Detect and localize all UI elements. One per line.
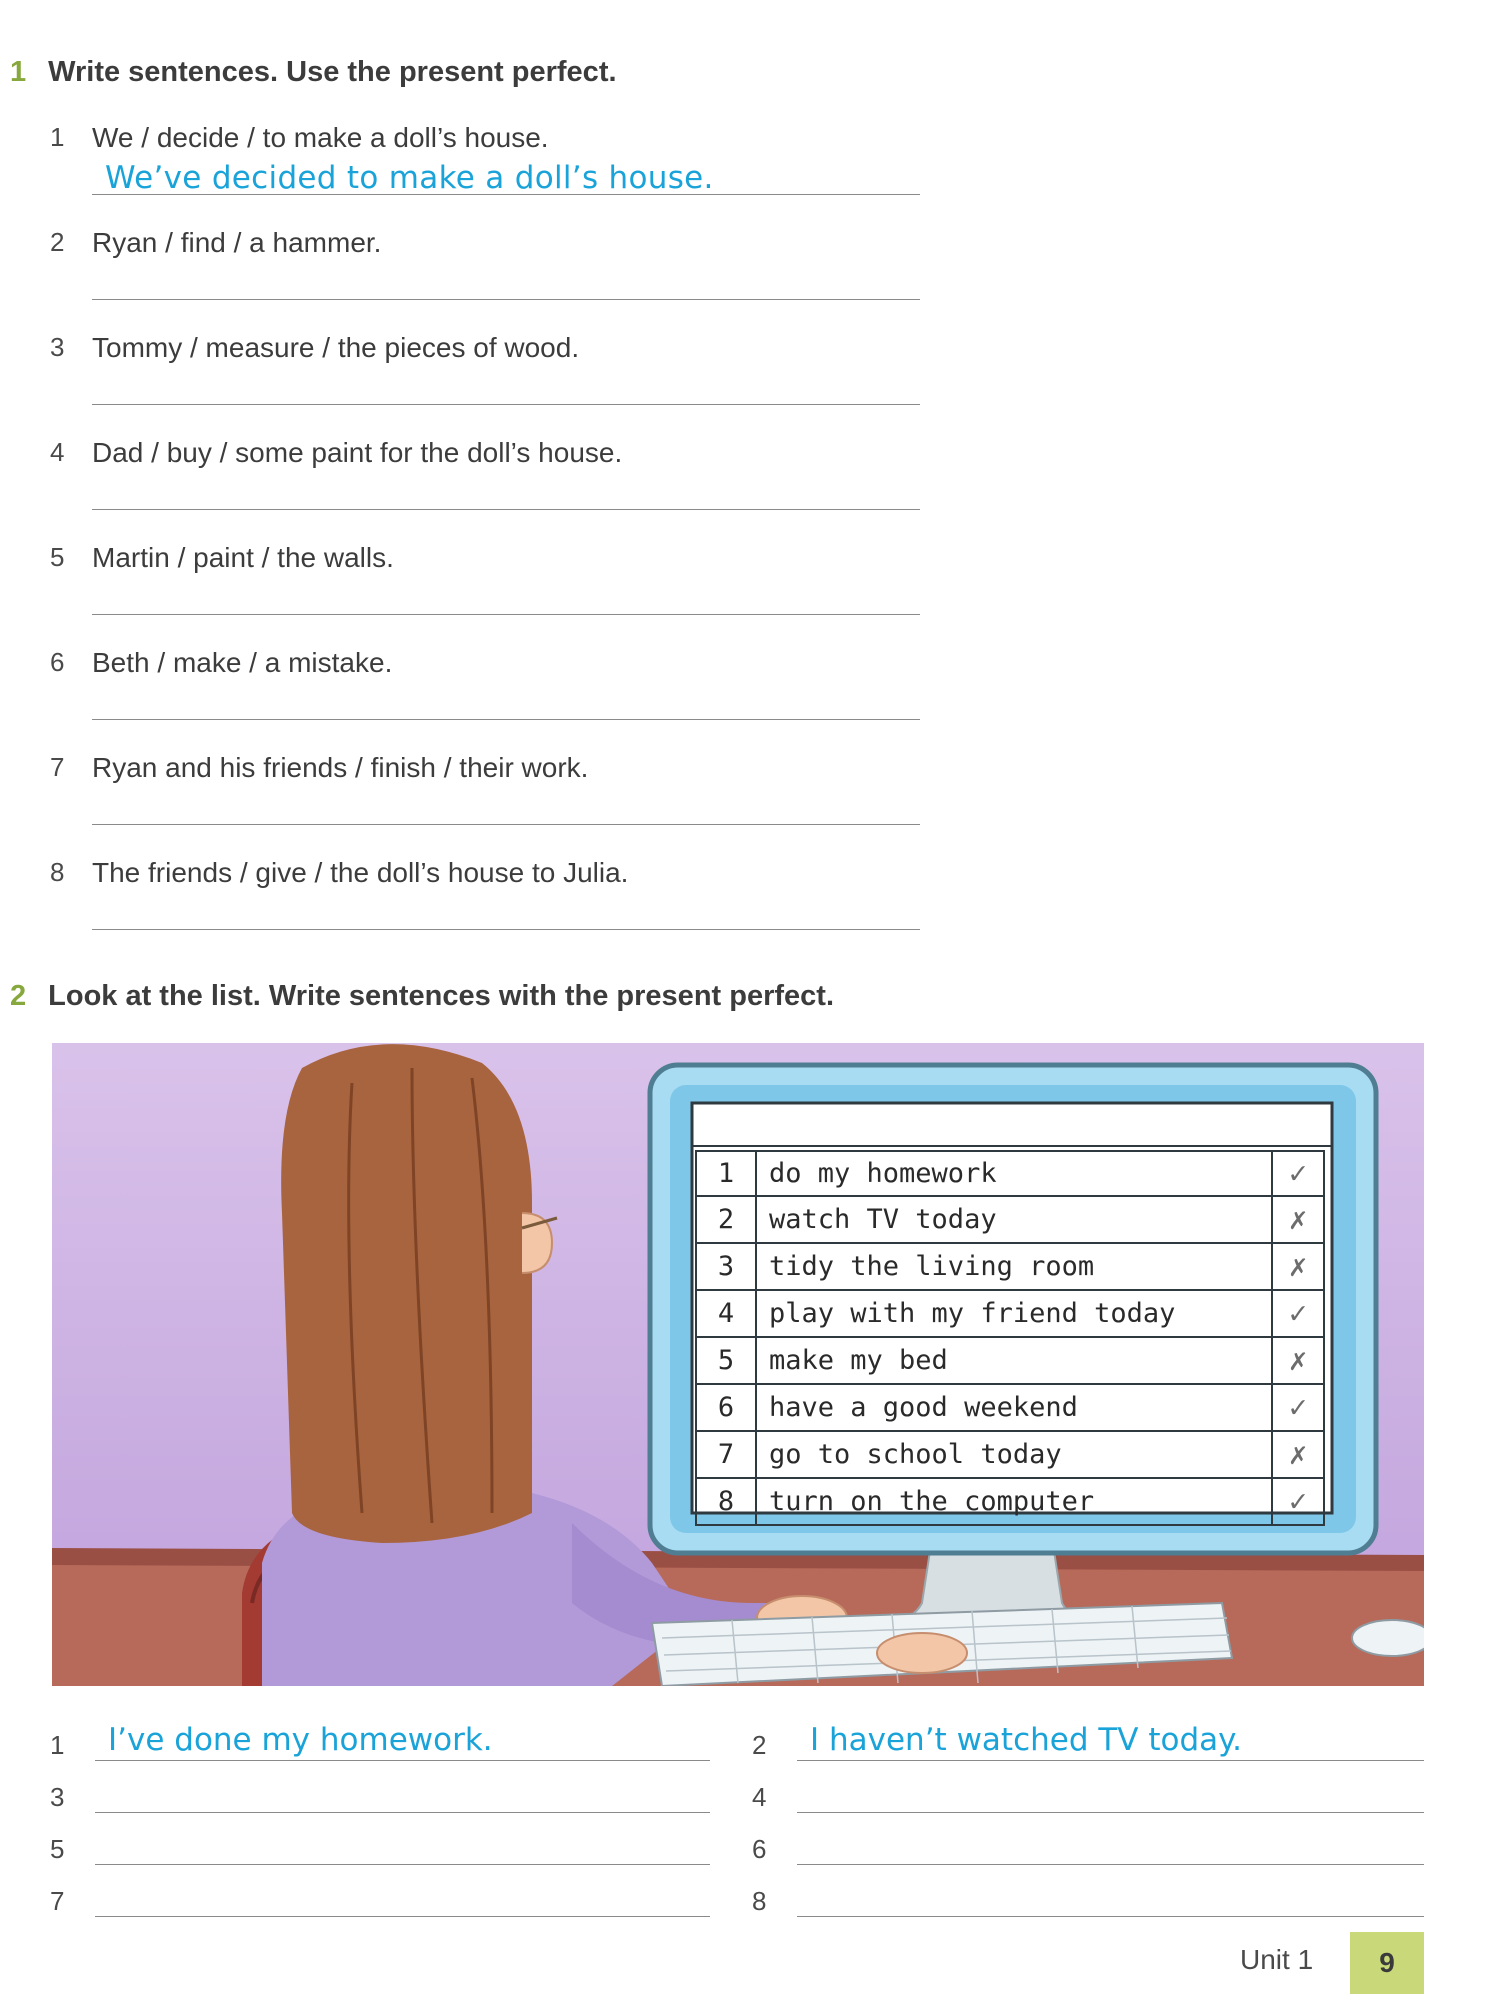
item-number: 4: [50, 437, 65, 467]
exercise-instructions: Look at the list. Write sentences with the present perfect.: [48, 980, 835, 1012]
answer-line[interactable]: [797, 1760, 1424, 1761]
item-number: 3: [50, 332, 65, 362]
answer-line[interactable]: [797, 1916, 1424, 1917]
checklist-number: 3: [697, 1244, 757, 1289]
answer-line[interactable]: [95, 1916, 710, 1917]
cross-mark-icon: ✗: [1271, 1244, 1323, 1289]
item-prompt: Beth / make / a mistake.: [92, 647, 393, 678]
checklist-row: [695, 1244, 1325, 1291]
checklist-task: have a good weekend: [769, 1392, 1078, 1423]
answer-line[interactable]: [797, 1864, 1424, 1865]
cross-mark-icon: ✗: [1271, 1338, 1323, 1383]
checklist-row: [695, 1338, 1325, 1385]
exercise-number: 2: [10, 980, 27, 1012]
answer-line[interactable]: [92, 404, 920, 405]
checklist-row: [695, 1150, 1325, 1197]
mouse: [1352, 1620, 1424, 1656]
item-prompt: We / decide / to make a doll’s house.: [92, 122, 549, 153]
exercise-2-answer: [50, 1872, 710, 1922]
answer-number: 2: [752, 1730, 767, 1760]
answer-line[interactable]: [92, 509, 920, 510]
check-mark-icon: ✓: [1271, 1385, 1323, 1430]
cross-mark-icon: ✗: [1271, 1432, 1323, 1477]
answer-line[interactable]: [797, 1812, 1424, 1813]
item-prompt: Ryan / find / a hammer.: [92, 227, 382, 258]
exercise-2-answer: [50, 1716, 710, 1766]
answer-line[interactable]: [92, 194, 920, 195]
exercise-2-heading: [10, 980, 834, 1013]
checklist-task: do my homework: [769, 1158, 997, 1189]
answer-line[interactable]: [92, 929, 920, 930]
checklist-number: 5: [697, 1338, 757, 1383]
answer-line[interactable]: [95, 1812, 710, 1813]
exercise-1-item: [50, 437, 920, 537]
answer-number: 5: [50, 1834, 65, 1864]
exercise-2-answer: [752, 1820, 1424, 1870]
exercise-2-answer: [50, 1820, 710, 1870]
exercise-2-answer: [752, 1768, 1424, 1818]
checklist-task: tidy the living room: [769, 1251, 1095, 1282]
checklist-task: make my bed: [769, 1345, 948, 1376]
item-prompt: The friends / give / the doll’s house to Julia.: [92, 857, 629, 888]
answer-number: 4: [752, 1782, 767, 1812]
checklist-number: 6: [697, 1385, 757, 1430]
checklist-row: [695, 1385, 1325, 1432]
checklist-row: [695, 1197, 1325, 1244]
item-number: 2: [50, 227, 65, 257]
answer-line[interactable]: [92, 824, 920, 825]
checklist-task: play with my friend today: [769, 1298, 1176, 1329]
item-prompt: Martin / paint / the walls.: [92, 542, 394, 573]
cross-mark-icon: ✗: [1271, 1197, 1323, 1242]
answer-line[interactable]: [95, 1864, 710, 1865]
checklist-number: 2: [697, 1197, 757, 1242]
girl-hair: [281, 1044, 532, 1543]
checklist-number: 8: [697, 1479, 757, 1524]
answer-number: 7: [50, 1886, 65, 1916]
unit-label: Unit 1: [1240, 1944, 1314, 1975]
exercise-number: 1: [10, 56, 27, 88]
exercise-1-item: [50, 542, 920, 642]
exercise-instructions: Write sentences. Use the present perfect.: [48, 56, 617, 88]
exercise-1-heading: [10, 56, 617, 89]
page-number: 9: [1350, 1932, 1424, 1994]
exercise-2-answer: [752, 1872, 1424, 1922]
item-number: 6: [50, 647, 65, 677]
answer-text[interactable]: I’ve done my homework.: [108, 1722, 493, 1758]
exercise-1-item: [50, 122, 920, 222]
checklist-task: watch TV today: [769, 1204, 997, 1235]
answer-text[interactable]: I haven’t watched TV today.: [810, 1722, 1242, 1758]
check-mark-icon: ✓: [1271, 1152, 1323, 1195]
todo-checklist: [695, 1150, 1325, 1532]
check-mark-icon: ✓: [1271, 1291, 1323, 1336]
answer-line[interactable]: [92, 719, 920, 720]
answer-line[interactable]: [95, 1760, 710, 1761]
item-number: 7: [50, 752, 65, 782]
answer-line[interactable]: [92, 299, 920, 300]
exercise-1-item: [50, 752, 920, 852]
answer-number: 3: [50, 1782, 65, 1812]
exercise-1-item: [50, 227, 920, 327]
exercise-1-item: [50, 332, 920, 432]
check-mark-icon: ✓: [1271, 1479, 1323, 1524]
item-number: 5: [50, 542, 65, 572]
checklist-number: 7: [697, 1432, 757, 1477]
checklist-row: [695, 1291, 1325, 1338]
exercise-1-item: [50, 857, 920, 957]
checklist-number: 1: [697, 1152, 757, 1195]
item-prompt: Dad / buy / some paint for the doll’s house.: [92, 437, 623, 468]
item-prompt: Tommy / measure / the pieces of wood.: [92, 332, 580, 363]
answer-number: 1: [50, 1730, 65, 1760]
answer-line[interactable]: [92, 614, 920, 615]
answer-text[interactable]: We’ve decided to make a doll’s house.: [105, 160, 714, 196]
item-number: 8: [50, 857, 65, 887]
answer-number: 8: [752, 1886, 767, 1916]
item-prompt: Ryan and his friends / finish / their work.: [92, 752, 589, 783]
checklist-number: 4: [697, 1291, 757, 1336]
checklist-row: [695, 1479, 1325, 1526]
checklist-row: [695, 1432, 1325, 1479]
answer-number: 6: [752, 1834, 767, 1864]
checklist-task: turn on the computer: [769, 1486, 1095, 1517]
exercise-2-answer: [50, 1768, 710, 1818]
checklist-task: go to school today: [769, 1439, 1062, 1470]
exercise-2-answer: [752, 1716, 1424, 1766]
item-number: 1: [50, 122, 65, 152]
exercise-1-item: [50, 647, 920, 747]
